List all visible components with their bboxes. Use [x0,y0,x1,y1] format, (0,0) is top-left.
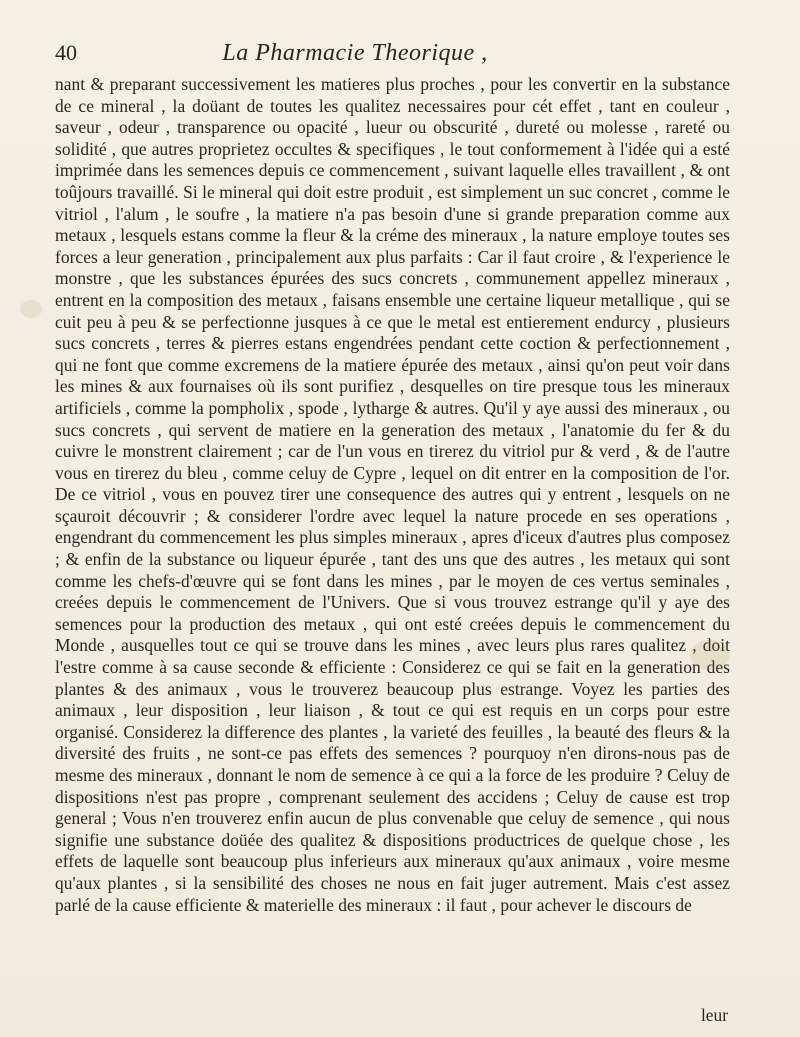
body-paragraph: nant & preparant successivement les matieres plus proches , pour les convertir en la substance de ce mineral , la doüant de toutes les qualitez necessaires pour cét effet , tant en couleur , saveur , odeur , transparence ou opacité , lueur ou obscurité , dureté ou molesse , rareté ou solidité , que autres proprietez occultes & specifiques , le tout conformement à l'idée qui a esté imprimée dans les semences depuis ce commencement , suivant laquelle elles travaillent , & ont toûjours travaillé. Si le mineral qui doit estre produit , est simplement un suc concret , comme le vitriol , l'alum , le soufre , la matiere n'a pas besoin d'une si grande preparation comme aux metaux , lesquels estans comme la fleur & la créme des mineraux , la nature employe toutes ses forces a leur generation , principalement aux plus parfaits : Car il faut croire , & l'experience le monstre , que les substances épurées des sucs concrets , communement appellez mineraux , entrent en la composition des metaux , faisans ensemble une certaine liqueur metallique , qui se cuit peu à peu & se perfectionne jusques à ce que le metal est entierement endurcy , plusieurs sucs concrets , terres & pierres estans engendrées pendant cette coction & perfectionnement , qui ne font que comme excremens de la matiere épurée des metaux , ainsi qu'on peut voir dans les mines & aux fournaises où ils sont purifiez , desquelles on tire presque tous les mineraux artificiels , comme la pompholix , spode , lytharge & autres. Qu'il y aye aussi des mineraux , ou sucs concrets , qui servent de matiere en la generation des metaux , l'anatomie du fer & du cuivre le monstrent clairement ; car de l'un vous en tirerez du vitriol pur & verd , & de l'autre vous en tirerez du bleu , comme celuy de Cypre , lequel on dit entrer en la composition de l'or. De ce vitriol , vous en pouvez tirer une consequence des autres qui y entrent , lesquels on ne sçauroit découvrir ; & considerer l'ordre avec lequel la nature procede en ses operations , engendrant du commencement les plus simples mineraux , apres d'iceux d'autres plus composez ; & enfin de la substance ou liqueur épurée , tant des uns que des autres , les metaux qui sont comme les chefs-d'œuvre qui se font dans les mines , par le moyen de ces vertus seminales , creées depuis le commencement de l'Univers. Que si vous trouvez estrange qu'il y aye des semences pour la production des metaux , qui ont esté creées depuis le commencement du Monde , ausquelles tout ce qui se trouve dans les mines , avec leurs plus rares qualitez , doit l'estre comme à sa cause seconde & efficiente : Considerez ce qui se fait en la generation des plantes & des animaux , vous le trouverez beaucoup plus estrange. Voyez les parties des animaux , leur disposition , leur liaison , & tout ce qui est requis en un corps pour estre organisé. Considerez la difference des plantes , la varieté des feuilles , la beauté des fleurs & la diversité des fruits , ne sont-ce pas effets des semences ? pourquoy n'en dirons-nous pas de mesme des mineraux , donnant le nom de semence à ce qui a la force de les produire ? Celuy de dispositions n'est pas propre , comprenant seulement des accidens ; Celuy de cause est trop general ; Vous n'en trouverez enfin aucun de plus convenable que celuy de semence , qui nous signifie une substance doüée des qualitez & dispositions productrices de quelque chose , les effets de laquelle sont beaucoup plus inferieurs aux mineraux qu'aux animaux , voire mesme qu'aux plantes , si la sensibilité des choses ne nous en fait juger autrement. Mais c'est assez parlé de la cause efficiente & materielle des mineraux : il faut , pour achever le discours de [55,74,730,915]
catchword: leur [700,1005,728,1025]
page-number: 40 [55,40,77,65]
running-title: La Pharmacie Theorique , [222,40,488,66]
paper-stain [20,300,42,318]
paper-stain [690,640,730,670]
page-header [55,40,730,74]
